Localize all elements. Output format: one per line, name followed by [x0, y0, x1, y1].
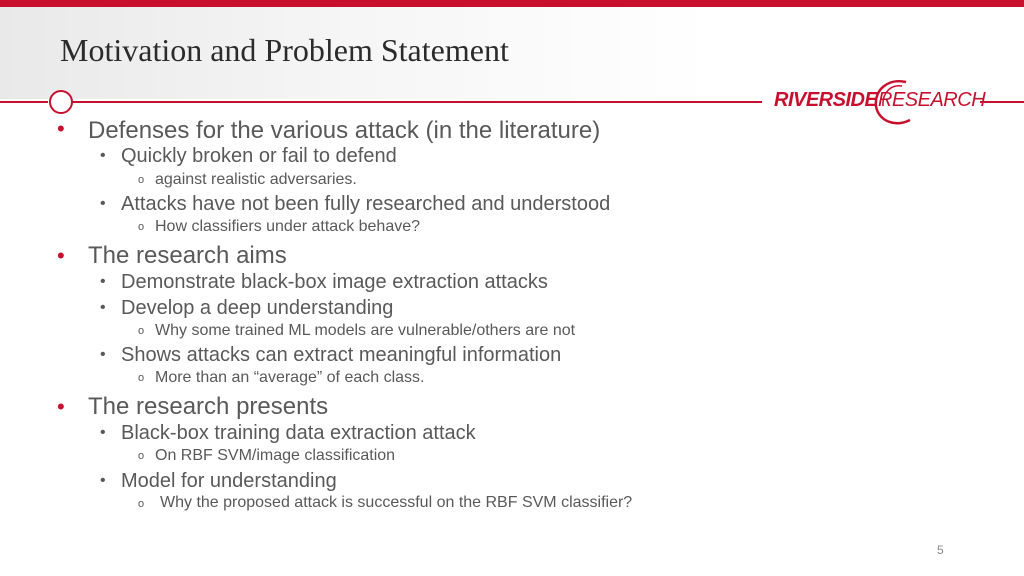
bullet-marker: •	[57, 243, 65, 268]
list-item: against realistic adversaries.	[155, 171, 357, 188]
list-item: Defenses for the various attack (in the literature)	[88, 117, 601, 144]
bullet-marker: o	[138, 174, 145, 186]
list-item: More than an “average” of each class.	[155, 369, 425, 386]
list-item: Shows attacks can extract meaningful information	[121, 344, 562, 366]
list-item: The research presents	[88, 393, 329, 420]
list-item: How classifiers under attack behave?	[155, 218, 421, 235]
slide-title: Motivation and Problem Statement	[60, 32, 509, 68]
bullet-marker: o	[138, 498, 145, 510]
logo-text-research: RESEARCH	[878, 89, 986, 111]
bullet-marker: o	[138, 372, 145, 384]
bullet-marker: •	[100, 195, 106, 212]
bullet-marker: •	[100, 147, 106, 164]
bullet-marker: •	[57, 394, 65, 419]
page-number: 5	[937, 543, 944, 557]
list-item: Why some trained ML models are vulnerable/others are not	[155, 322, 576, 339]
list-item: The research aims	[88, 242, 287, 269]
list-item: Quickly broken or fail to defend	[121, 145, 397, 167]
list-item: Develop a deep understanding	[121, 297, 394, 319]
bullet-marker: •	[100, 299, 106, 316]
bullet-marker: •	[100, 424, 106, 441]
bullet-marker: o	[138, 325, 145, 337]
bullet-marker: o	[138, 450, 145, 462]
bullet-marker: •	[100, 472, 106, 489]
logo-text-riverside: RIVERSIDE	[774, 89, 878, 111]
list-item: Why the proposed attack is successful on the RBF SVM classifier?	[160, 494, 633, 511]
list-item: Black-box training data extraction attack	[121, 422, 476, 444]
list-item: On RBF SVM/image classification	[155, 447, 396, 464]
bullet-marker: •	[100, 346, 106, 363]
bullet-marker: o	[138, 221, 145, 233]
bullet-marker: •	[57, 116, 65, 141]
list-item: Attacks have not been fully researched and understood	[121, 193, 611, 215]
list-item: Demonstrate black-box image extraction attacks	[121, 271, 548, 293]
bullet-marker: •	[100, 273, 106, 290]
list-item: Model for understanding	[121, 470, 337, 492]
